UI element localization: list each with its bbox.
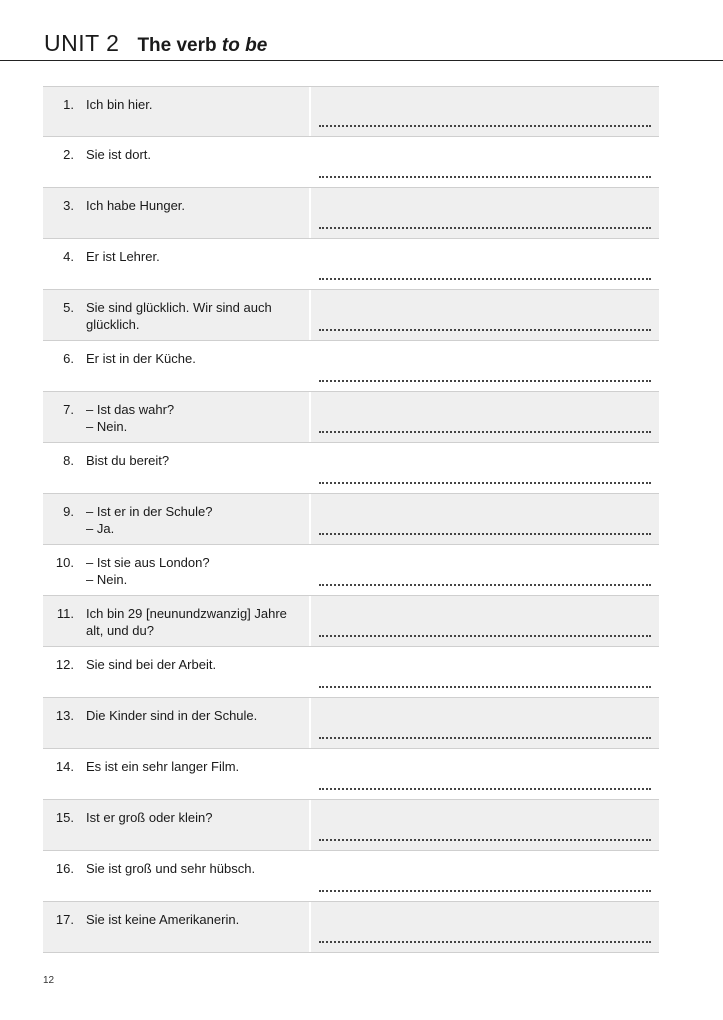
german-sentence	[86, 248, 304, 289]
sentence-line: Ich habe Hunger.	[86, 198, 186, 213]
item-number: 12.	[55, 657, 74, 672]
item-number: 11.	[56, 606, 74, 621]
german-sentence	[86, 503, 304, 544]
sentence-line: alt, und du?	[86, 623, 154, 638]
german-sentence	[86, 707, 304, 748]
sentence-line: Er ist in der Küche.	[86, 351, 196, 366]
exercise-row	[43, 86, 659, 137]
answer-dotted-line	[319, 125, 651, 127]
answer-dotted-line	[319, 533, 651, 535]
sentence-line: glücklich.	[86, 317, 140, 332]
answer-cell[interactable]	[311, 494, 659, 544]
exercise-row	[43, 239, 659, 290]
answer-cell[interactable]	[311, 545, 659, 595]
item-number: 7.	[63, 402, 74, 417]
answer-dotted-line	[319, 482, 651, 484]
sentence-line: Sie ist dort.	[86, 147, 152, 162]
item-number: 14.	[55, 759, 74, 774]
prompt-cell	[43, 902, 309, 952]
exercise-row	[43, 290, 659, 341]
german-sentence	[86, 809, 304, 850]
exercise-row	[43, 494, 659, 545]
prompt-cell	[43, 290, 309, 340]
page-header	[44, 30, 267, 60]
answer-dotted-line	[319, 176, 651, 178]
sentence-line: Ich bin 29 [neunundzwanzig] Jahre	[86, 606, 287, 621]
answer-dotted-line	[319, 584, 651, 586]
answer-cell[interactable]	[311, 290, 659, 340]
german-sentence	[86, 860, 304, 901]
sentence-line: – Nein.	[86, 572, 128, 587]
answer-dotted-line	[319, 380, 651, 382]
answer-dotted-line	[319, 890, 651, 892]
prompt-cell	[43, 647, 309, 697]
german-sentence	[86, 197, 304, 238]
prompt-cell	[43, 137, 309, 187]
answer-cell[interactable]	[311, 239, 659, 289]
unit-label: UNIT 2	[44, 30, 120, 56]
prompt-cell	[43, 188, 309, 238]
exercise-row	[43, 137, 659, 188]
german-sentence	[86, 146, 304, 187]
answer-cell[interactable]	[311, 188, 659, 238]
german-sentence	[86, 911, 304, 952]
answer-cell[interactable]	[311, 647, 659, 697]
item-number: 9.	[63, 504, 74, 519]
prompt-cell	[43, 494, 309, 544]
item-number: 8.	[63, 453, 74, 468]
answer-cell[interactable]	[311, 87, 659, 136]
answer-dotted-line	[319, 737, 651, 739]
item-number: 13.	[55, 708, 74, 723]
sentence-line: – Ist sie aus London?	[86, 555, 210, 570]
item-number: 17.	[55, 912, 74, 927]
answer-cell[interactable]	[311, 851, 659, 901]
german-sentence	[86, 299, 304, 340]
sentence-line: – Ist er in der Schule?	[86, 504, 213, 519]
answer-cell[interactable]	[311, 341, 659, 391]
item-number: 5.	[63, 300, 74, 315]
answer-cell[interactable]	[311, 902, 659, 952]
answer-dotted-line	[319, 788, 651, 790]
exercise-table	[43, 86, 659, 953]
answer-cell[interactable]	[311, 800, 659, 850]
sentence-line: – Nein.	[86, 419, 128, 434]
answer-dotted-line	[319, 278, 651, 280]
exercise-row	[43, 443, 659, 494]
answer-dotted-line	[319, 686, 651, 688]
prompt-cell	[43, 545, 309, 595]
german-sentence	[86, 452, 304, 493]
german-sentence	[86, 401, 304, 442]
german-sentence	[86, 96, 304, 136]
item-number: 2.	[63, 147, 74, 162]
item-number: 6.	[63, 351, 74, 366]
item-number: 16.	[55, 861, 74, 876]
answer-cell[interactable]	[311, 596, 659, 646]
answer-dotted-line	[319, 329, 651, 331]
german-sentence	[86, 554, 304, 595]
answer-dotted-line	[319, 431, 651, 433]
prompt-cell	[43, 596, 309, 646]
answer-dotted-line	[319, 839, 651, 841]
german-sentence	[86, 656, 304, 697]
sentence-line: Er ist Lehrer.	[86, 249, 160, 264]
sentence-line: Bist du bereit?	[86, 453, 170, 468]
sentence-line: – Ja.	[86, 521, 115, 536]
answer-cell[interactable]	[311, 749, 659, 799]
sentence-line: Die Kinder sind in der Schule.	[86, 708, 258, 723]
header-rule	[0, 60, 723, 61]
exercise-row	[43, 749, 659, 800]
answer-dotted-line	[319, 941, 651, 943]
item-number: 3.	[63, 198, 74, 213]
sentence-line: Ist er groß oder klein?	[86, 810, 213, 825]
answer-cell[interactable]	[311, 698, 659, 748]
page-title	[137, 35, 267, 57]
item-number: 1.	[63, 97, 74, 112]
title-main: The verb	[137, 35, 222, 56]
answer-dotted-line	[319, 635, 651, 637]
prompt-cell	[43, 341, 309, 391]
prompt-cell	[43, 800, 309, 850]
sentence-line: Sie ist keine Amerikanerin.	[86, 912, 240, 927]
title-emphasis: to be	[221, 35, 268, 56]
exercise-row	[43, 188, 659, 239]
german-sentence	[86, 605, 304, 646]
prompt-cell	[43, 239, 309, 289]
prompt-cell	[43, 87, 309, 136]
exercise-row	[43, 647, 659, 698]
exercise-row	[43, 596, 659, 647]
sentence-line: Sie sind bei der Arbeit.	[86, 657, 217, 672]
item-number: 10.	[55, 555, 74, 570]
german-sentence	[86, 350, 304, 391]
prompt-cell	[43, 392, 309, 442]
sentence-line: Sie sind glücklich. Wir sind auch	[86, 300, 272, 315]
exercise-row	[43, 851, 659, 902]
exercise-row	[43, 698, 659, 749]
sentence-line: – Ist das wahr?	[86, 402, 175, 417]
answer-cell[interactable]	[311, 443, 659, 493]
prompt-cell	[43, 443, 309, 493]
exercise-row	[43, 902, 659, 953]
exercise-row	[43, 341, 659, 392]
german-sentence	[86, 758, 304, 799]
sentence-line: Es ist ein sehr langer Film.	[86, 759, 240, 774]
sentence-line: Sie ist groß und sehr hübsch.	[86, 861, 256, 876]
answer-cell[interactable]	[311, 137, 659, 187]
answer-dotted-line	[319, 227, 651, 229]
exercise-row	[43, 545, 659, 596]
answer-cell[interactable]	[311, 392, 659, 442]
item-number: 4.	[63, 249, 74, 264]
page-number: 12	[43, 975, 55, 986]
exercise-row	[43, 392, 659, 443]
exercise-row	[43, 800, 659, 851]
sentence-line: Ich bin hier.	[86, 97, 153, 112]
prompt-cell	[43, 749, 309, 799]
prompt-cell	[43, 851, 309, 901]
item-number: 15.	[55, 810, 74, 825]
prompt-cell	[43, 698, 309, 748]
